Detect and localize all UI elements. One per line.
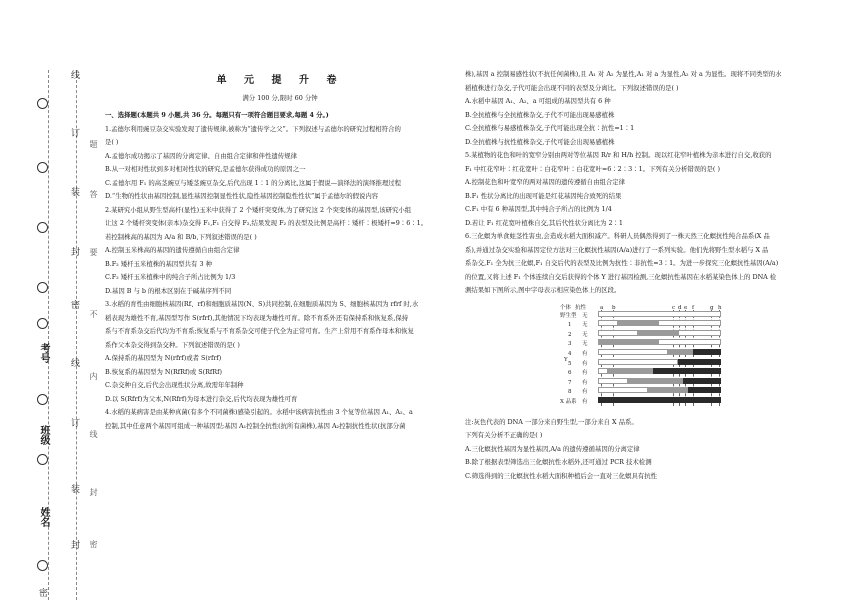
fold-char: 密 xyxy=(89,540,98,548)
right-question-text xyxy=(465,68,855,298)
binding-hole xyxy=(37,282,48,293)
text-line: A.保持系的基因型为 N(rfrf)或者 S(rfrf) xyxy=(105,354,222,362)
segment-label-e: e xyxy=(684,304,688,311)
row-label: 3 xyxy=(568,341,572,348)
segment-label-d: d xyxy=(678,304,682,311)
text-line: 的位置,又将上述 F₁ 个体连续自交后获得的个体 Y 进行基因检测,三化螟抗性基因在水稻某染色体上的 DNA 检 xyxy=(465,272,777,281)
row-label: 6 xyxy=(568,370,572,377)
dna-segment-white xyxy=(598,311,721,317)
text-line: D.“生物的性状由基因控制,显性基因控制显性性状,隐性基因控制隐性性状”属于孟德尔的假说内容 xyxy=(105,192,379,200)
dna-segment-dark xyxy=(683,378,721,384)
segment-label-h: h xyxy=(718,304,722,311)
seal-char: 线 xyxy=(69,70,79,79)
dna-segment-grey xyxy=(598,339,658,345)
row-resistance: 无 xyxy=(582,331,588,338)
chromosome-row xyxy=(598,330,721,336)
text-line: A.控制玉米株高的基因的遗传遵循自由组合定律 xyxy=(105,246,240,254)
text-line: C.全抗植株与易感植株杂交,子代可能出现全抗∶抗性=1∶1 xyxy=(465,124,635,132)
left-column xyxy=(105,68,455,433)
text-line: D.以 S(Rfrf)为父本,N(Rfrf)为母本进行杂交,后代均表现为雄性可育 xyxy=(105,394,298,403)
row-resistance: 有 xyxy=(582,389,588,396)
text-line: 1.孟德尔利用豌豆杂交实验发现了遗传规律,被称为“遗传学之父”。下列叙述与孟德尔的研究过程相符合的 xyxy=(105,124,401,133)
text-line: 5.某植物的花色和叶的宽窄分别由两对等位基因 R/r 和 H/h 控制。现以红花窄叶植株为亲本进行自交,收获的 xyxy=(465,151,772,159)
seal-char: 线 xyxy=(69,358,79,367)
seal-char: 密 xyxy=(69,300,79,309)
dna-segment-dark xyxy=(598,397,721,403)
text-line: 4.水稻的某病害是由某种真菌(有多个不同菌株)感染引起的。水稻中该病害抗性由 3 个复等位基因 A₁、A₂、a xyxy=(105,408,413,416)
text-line: B.除了根据表型筛选出三化螟抗性水稻外,还可通过 PCR 技术检测 xyxy=(465,458,652,466)
text-line: 测结果如下图所示,图中字母表示相应染色体上的区段。 xyxy=(465,286,621,294)
binding-hole xyxy=(37,560,48,571)
dna-segment-grey xyxy=(608,368,653,374)
seal-dashed-line xyxy=(76,70,77,600)
binding-margin xyxy=(0,0,100,608)
row-resistance: 有 xyxy=(582,350,588,357)
dna-segment-dark xyxy=(688,387,721,393)
fold-char: 封 xyxy=(89,488,98,496)
text-line: A.控制花色和叶宽窄的两对基因的遗传遵循自由组合定律 xyxy=(465,178,626,186)
row-label: 8 xyxy=(568,389,572,396)
binding-hole xyxy=(37,162,48,173)
dna-segment-white xyxy=(658,339,721,345)
text-line: 是( ) xyxy=(105,138,119,146)
row-resistance: 有 xyxy=(582,379,588,386)
text-line: 6.三化螟为单食蛀茎性害虫,会造成水稻大面积减产。科研人员偶然得到了一株天然三化螟抗性纯合品系(X 品 xyxy=(465,232,770,240)
text-line: A.三化螟抗性基因为显性基因,A/a 的遗传遵循基因的分离定律 xyxy=(465,444,640,453)
text-line: A.孟德尔成功揭示了基因的分离定律、自由组合定律和伴性遗传规律 xyxy=(105,151,297,160)
chromosome-row xyxy=(598,349,721,355)
right-question-options xyxy=(465,416,855,484)
seal-char: 密 xyxy=(37,588,47,597)
left-question-text xyxy=(105,109,455,433)
seal-char: 装 xyxy=(69,484,79,493)
y-group-label: Y xyxy=(564,356,568,363)
row-resistance: 有 xyxy=(582,360,588,367)
text-line: 系与不育系杂交后代均为不育系;恢复系与不育系杂交可使子代全为正常可育。生产上常用不育系作母本和恢复 xyxy=(105,327,414,335)
chromosome-row xyxy=(598,378,721,384)
dna-segment-grey xyxy=(638,330,678,336)
dna-segment-white xyxy=(598,349,668,355)
chromosome-row xyxy=(598,339,721,345)
fold-char: 线 xyxy=(89,430,98,438)
text-line: 控制,其中任意两个基因可组成一种基因型;基因 A₁控制全抗性(抗所有菌株),基因 A₂控制抗性性状(抗部分菌 xyxy=(105,421,406,430)
text-line: B.全抗植株与全抗植株杂交,子代不可能出现易感植株 xyxy=(465,110,615,119)
right-column xyxy=(465,68,855,483)
binding-hole xyxy=(37,98,48,109)
text-line: 系作父本杂交得到杂交种。下列叙述错误的是( ) xyxy=(105,340,240,349)
seal-char: 装 xyxy=(69,187,79,196)
binding-hole xyxy=(37,222,48,233)
name-label: 姓名 xyxy=(38,507,49,527)
row-resistance: 有 xyxy=(582,398,588,405)
text-line: F₁ 中红花窄叶∶红花宽叶∶白花窄叶∶白花宽叶=6∶2∶3∶1。下列有关分析错误的是( ) xyxy=(465,164,720,173)
dna-segment-white xyxy=(598,359,678,365)
text-line: D.全抗植株与抗性植株杂交,子代可能会出现易感植株 xyxy=(465,137,615,146)
class-label: 班级 xyxy=(38,425,49,445)
dna-segment-grey xyxy=(628,378,683,384)
text-line: C.杂交种自交,后代会出现性状分离,故需年年制种 xyxy=(105,381,244,389)
binding-hole xyxy=(37,454,48,465)
text-line: 稻表现为雄性不育,基因型写作 S(rfrf),其他情况下均表现为雄性可育。除不育系外还有保持系和恢复系,保持 xyxy=(105,313,409,322)
text-line: 让这 2 个矮杆突变体(亲本)杂交得 F₁,F₁ 自交得 F₂,结果发现 F₂ 的表型及比例是高杆∶矮杆∶极矮杆=9∶6∶1。 xyxy=(105,219,428,227)
fold-char: 要 xyxy=(89,248,98,256)
text-line: 若控制株高的基因为 A/a 和 B/b,下列叙述错误的是( ) xyxy=(105,232,257,241)
segment-label-a: a xyxy=(600,304,604,311)
text-line: C.筛选得到的三化螟抗性水稻大面积种植后会一直对三化螟具有抗性 xyxy=(465,471,658,480)
dna-segment-dark xyxy=(653,368,721,374)
text-line: B.恢复系的基因型为 N(RfRf)或 S(RfRf) xyxy=(105,367,222,376)
text-line: B.F₂ 矮杆玉米植株的基因型共有 3 种 xyxy=(105,259,212,268)
chromosome-row xyxy=(598,387,721,393)
chromosome-row xyxy=(598,359,721,365)
dna-segment-grey xyxy=(648,387,688,393)
col-header-resistance: 抗性 xyxy=(575,304,587,311)
text-line: 注:灰色代表的 DNA 一部分来自野生型,一部分来自 X 品系。 xyxy=(465,417,638,426)
text-line: 3.水稻的育性由细胞核基因(Rf、rf)和细胞质基因(N、S)共同控制,在细胞质基因为 S、细胞核基因为 rfrf 时,水 xyxy=(105,300,419,308)
row-resistance: 无 xyxy=(582,312,588,319)
binding-hole xyxy=(37,318,48,329)
page-subtitle: 满分 100 分,限时 60 分钟 xyxy=(242,93,318,102)
segment-label-g: g xyxy=(710,304,714,311)
fold-char: 不 xyxy=(89,310,98,318)
seal-char: 封 xyxy=(69,247,79,256)
dna-detection-figure xyxy=(560,302,735,412)
binding-hole xyxy=(37,394,48,405)
dna-segment-grey xyxy=(618,320,658,326)
row-label: 7 xyxy=(568,379,572,386)
text-line: D.若让 F₁ 红花宽叶植株自交,其后代性状分离比为 2∶1 xyxy=(465,218,623,227)
text-line: C.F₁ 中有 6 种基因型,其中纯合子所占的比例为 1/4 xyxy=(465,205,612,213)
text-line: 系),并通过杂交实验和基因定位方法对三化螟抗性基因(A/a)进行了一系列实验。他们先将野生型水稻与 X 品 xyxy=(465,245,769,254)
chromosome-row xyxy=(598,397,721,403)
text-line: 2.某研究小组从野生型高杆(显性)玉米中获得了 2 个矮杆突变体,为了研究这 2 个突变体的基因型,该研究小组 xyxy=(105,205,412,214)
chromosome-row xyxy=(598,320,721,326)
text-line: A.水稻中基因 A₁、A₂、a 可组成的基因型共有 6 种 xyxy=(465,97,611,105)
fold-char: 内 xyxy=(89,372,98,380)
dna-segment-white xyxy=(598,378,628,384)
text-line: 一、选择题(本题共 9 小题,共 36 分。每题只有一项符合题目要求,每题 4 分。) xyxy=(105,111,329,119)
text-line: 下列有关分析不正确的是( ) xyxy=(465,431,543,439)
segment-label-f: f xyxy=(692,304,695,311)
dna-segment-grey xyxy=(668,349,693,355)
dna-segment-white xyxy=(598,387,648,393)
row-label: X 品系 xyxy=(560,398,577,405)
text-line: B.从一对相对性状到多对相对性状的研究,是孟德尔获得成功的原因之一 xyxy=(105,165,306,173)
row-label: 5 xyxy=(568,360,572,367)
text-line: 系杂交,F₁ 全为抗三化螟,F₁ 自交后代的表型及比例为抗性∶非抗性=3∶1。为进一步探究三化螟抗性基因(A/a) xyxy=(465,259,779,267)
page-title: 单 元 提 升 卷 xyxy=(216,75,344,86)
text-line: 稻植株进行杂交,子代可能会出现不同的表型及分离比。下列叙述错误的是( ) xyxy=(465,83,679,92)
chromosome-row xyxy=(598,311,721,317)
text-line: B.F₁ 性状分离比的出现可能是红花基因纯合致死的结果 xyxy=(465,191,622,200)
seal-char: 订 xyxy=(69,418,79,427)
row-label: 1 xyxy=(568,322,572,329)
row-label: 野生型 xyxy=(560,312,577,319)
seal-char: 订 xyxy=(69,128,79,137)
dna-segment-dark xyxy=(693,349,721,355)
dna-segment-white xyxy=(678,330,721,336)
segment-label-c: c xyxy=(672,304,676,311)
row-resistance: 无 xyxy=(582,341,588,348)
exam-number-label: 考号 xyxy=(38,343,49,363)
dna-segment-dark xyxy=(678,359,721,365)
dna-segment-white xyxy=(598,320,618,326)
segment-label-b: b xyxy=(612,304,616,311)
dna-segment-white xyxy=(598,368,608,374)
dna-segment-white xyxy=(658,320,721,326)
seal-char: 封 xyxy=(69,540,79,549)
dna-segment-white xyxy=(598,330,638,336)
fold-char: 答 xyxy=(89,190,98,198)
row-resistance: 有 xyxy=(582,370,588,377)
fold-char: 题 xyxy=(89,140,98,148)
row-label: 2 xyxy=(568,331,572,338)
col-header-individual: 个体 xyxy=(560,304,572,311)
text-line: 株),基因 a 控制易感性状(不抗任何菌株),且 A₁ 对 A₂ 为显性,A₁ 对 a 为显性,A₂ 对 a 为显性。现将不同类型的水 xyxy=(465,70,782,78)
row-label: 4 xyxy=(568,350,572,357)
text-line: C.孟德尔用 F₁ 的高茎豌豆与矮茎豌豆杂交,后代出现 1∶1 的分离比,这属于假说—演绎法的演绎推理过程 xyxy=(105,178,402,187)
text-line: D.基因 B 与 b 的根本区别在于碱基序列不同 xyxy=(105,286,232,295)
chromosome-row xyxy=(598,368,721,374)
text-line: C.F₂ 矮杆玉米植株中的纯合子所占比例为 1/3 xyxy=(105,273,236,281)
row-resistance: 无 xyxy=(582,322,588,329)
